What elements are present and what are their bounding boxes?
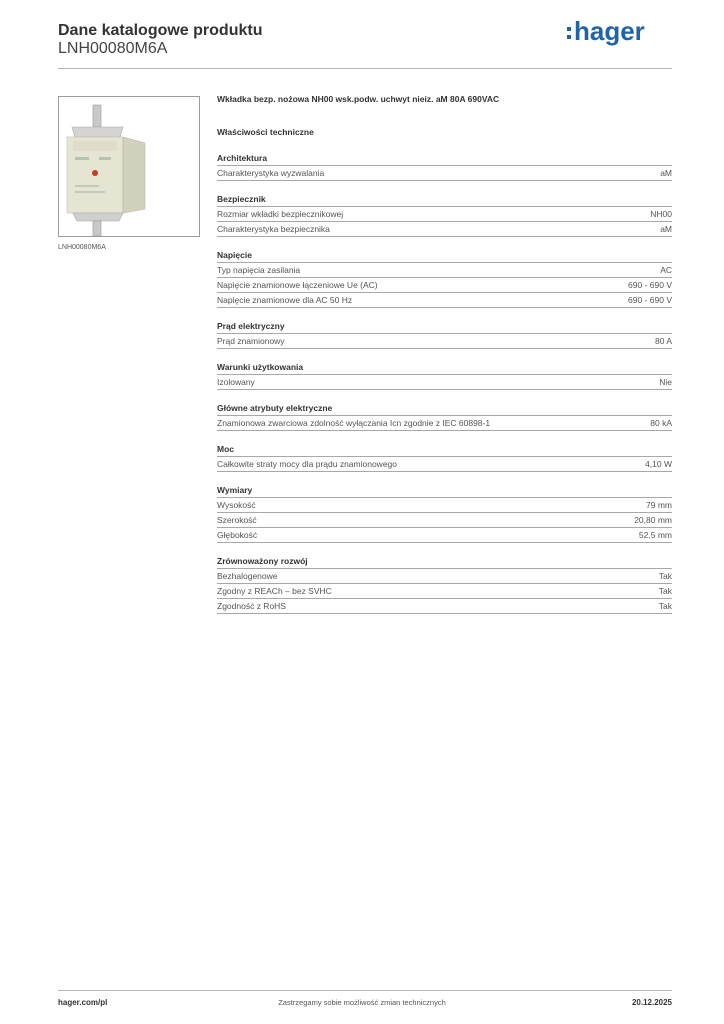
spec-row xyxy=(217,333,672,349)
spec-sections xyxy=(217,152,672,614)
spec-row xyxy=(217,512,672,527)
section-title: Napięcie xyxy=(217,250,252,260)
section-title: Warunki użytkowania xyxy=(217,362,304,372)
spec-value: 80 A xyxy=(654,336,672,346)
spec-label: Prąd znamionowy xyxy=(217,336,285,346)
technical-properties-title: Właściwości techniczne xyxy=(217,127,314,137)
fuse-illustration xyxy=(59,97,199,236)
spec-value: aM xyxy=(660,168,672,178)
section-title: Zrównoważony rozwój xyxy=(217,556,308,566)
spec-value: AC xyxy=(660,265,672,275)
section-title: Wymiary xyxy=(217,485,253,495)
spec-content xyxy=(217,92,672,626)
product-code: LNH00080M6A xyxy=(58,40,168,57)
spec-value: Tak xyxy=(658,601,672,611)
spec-label: Rozmiar wkładki bezpiecznikowej xyxy=(217,209,344,219)
spec-section xyxy=(217,249,672,308)
spec-row xyxy=(217,415,672,431)
spec-label: Napięcie znamionowe dla AC 50 Hz xyxy=(217,295,353,305)
spec-value: Tak xyxy=(658,586,672,596)
spec-value: 20,80 mm xyxy=(634,515,672,525)
spec-section xyxy=(217,152,672,181)
spec-row xyxy=(217,292,672,308)
spec-value: 690 - 690 V xyxy=(628,280,672,290)
footer-disclaimer: Zastrzegamy sobie możliwość zmian technicznych xyxy=(278,998,446,1007)
section-title: Architektura xyxy=(217,153,268,163)
spec-label: Izolowany xyxy=(217,377,255,387)
spec-section xyxy=(217,443,672,472)
spec-value: Nie xyxy=(659,377,672,387)
spec-row xyxy=(217,583,672,598)
spec-label: Zgodny z REACh – bez SVHC xyxy=(217,586,332,596)
spec-value: 52,5 mm xyxy=(638,530,672,540)
spec-label: Całkowite straty mocy dla prądu znamionowego xyxy=(217,459,398,469)
spec-value: 80 kA xyxy=(650,418,672,428)
spec-row xyxy=(217,374,672,390)
hager-logo xyxy=(565,16,665,48)
spec-row xyxy=(217,568,672,583)
spec-value: aM xyxy=(660,224,672,234)
spec-label: Znamionowa zwarciowa zdolność wyłączania Icn zgodnie z IEC 60898-1 xyxy=(217,418,491,428)
spec-label: Typ napięcia zasilania xyxy=(217,265,301,275)
spec-row xyxy=(217,206,672,221)
spec-label: Wysokość xyxy=(217,500,256,510)
spec-row xyxy=(217,262,672,277)
spec-label: Głębokość xyxy=(217,530,258,540)
spec-row xyxy=(217,456,672,472)
section-title: Moc xyxy=(217,444,234,454)
spec-section xyxy=(217,361,672,390)
spec-row xyxy=(217,598,672,614)
section-title: Bezpiecznik xyxy=(217,194,266,204)
product-image xyxy=(58,96,200,237)
footer-date: 20.12.2025 xyxy=(631,998,672,1007)
spec-section xyxy=(217,193,672,237)
spec-row xyxy=(217,497,672,512)
section-title: Prąd elektryczny xyxy=(217,321,285,331)
spec-value: NH00 xyxy=(650,209,672,219)
footer-divider xyxy=(58,990,672,991)
product-description: Wkładka bezp. nożowa NH00 wsk.podw. uchwyt nieiz. aM 80A 690VAC xyxy=(217,94,500,104)
spec-row xyxy=(217,277,672,292)
spec-label: Charakterystyka wyzwalania xyxy=(217,168,325,178)
section-title: Główne atrybuty elektryczne xyxy=(217,403,333,413)
spec-label: Napięcie znamionowe łączeniowe Ue (AC) xyxy=(217,280,378,290)
spec-row xyxy=(217,165,672,181)
spec-label: Szerokość xyxy=(217,515,257,525)
spec-section xyxy=(217,484,672,543)
spec-label: Bezhalogenowe xyxy=(217,571,278,581)
spec-value: Tak xyxy=(658,571,672,581)
spec-section xyxy=(217,402,672,431)
spec-value: 690 - 690 V xyxy=(628,295,672,305)
spec-section xyxy=(217,555,672,614)
spec-value: 79 mm xyxy=(646,500,672,510)
footer-website: hager.com/pl xyxy=(58,998,108,1007)
image-caption: LNH00080M6A xyxy=(58,244,106,251)
spec-row xyxy=(217,221,672,237)
spec-value: 4,10 W xyxy=(645,459,672,469)
spec-label: Charakterystyka bezpiecznika xyxy=(217,224,330,234)
header-divider xyxy=(58,68,672,69)
spec-label: Zgodność z RoHS xyxy=(217,601,286,611)
spec-row xyxy=(217,527,672,543)
page-title: Dane katalogowe produktu xyxy=(58,22,263,39)
spec-section xyxy=(217,320,672,349)
logo-text: hager xyxy=(574,16,645,46)
